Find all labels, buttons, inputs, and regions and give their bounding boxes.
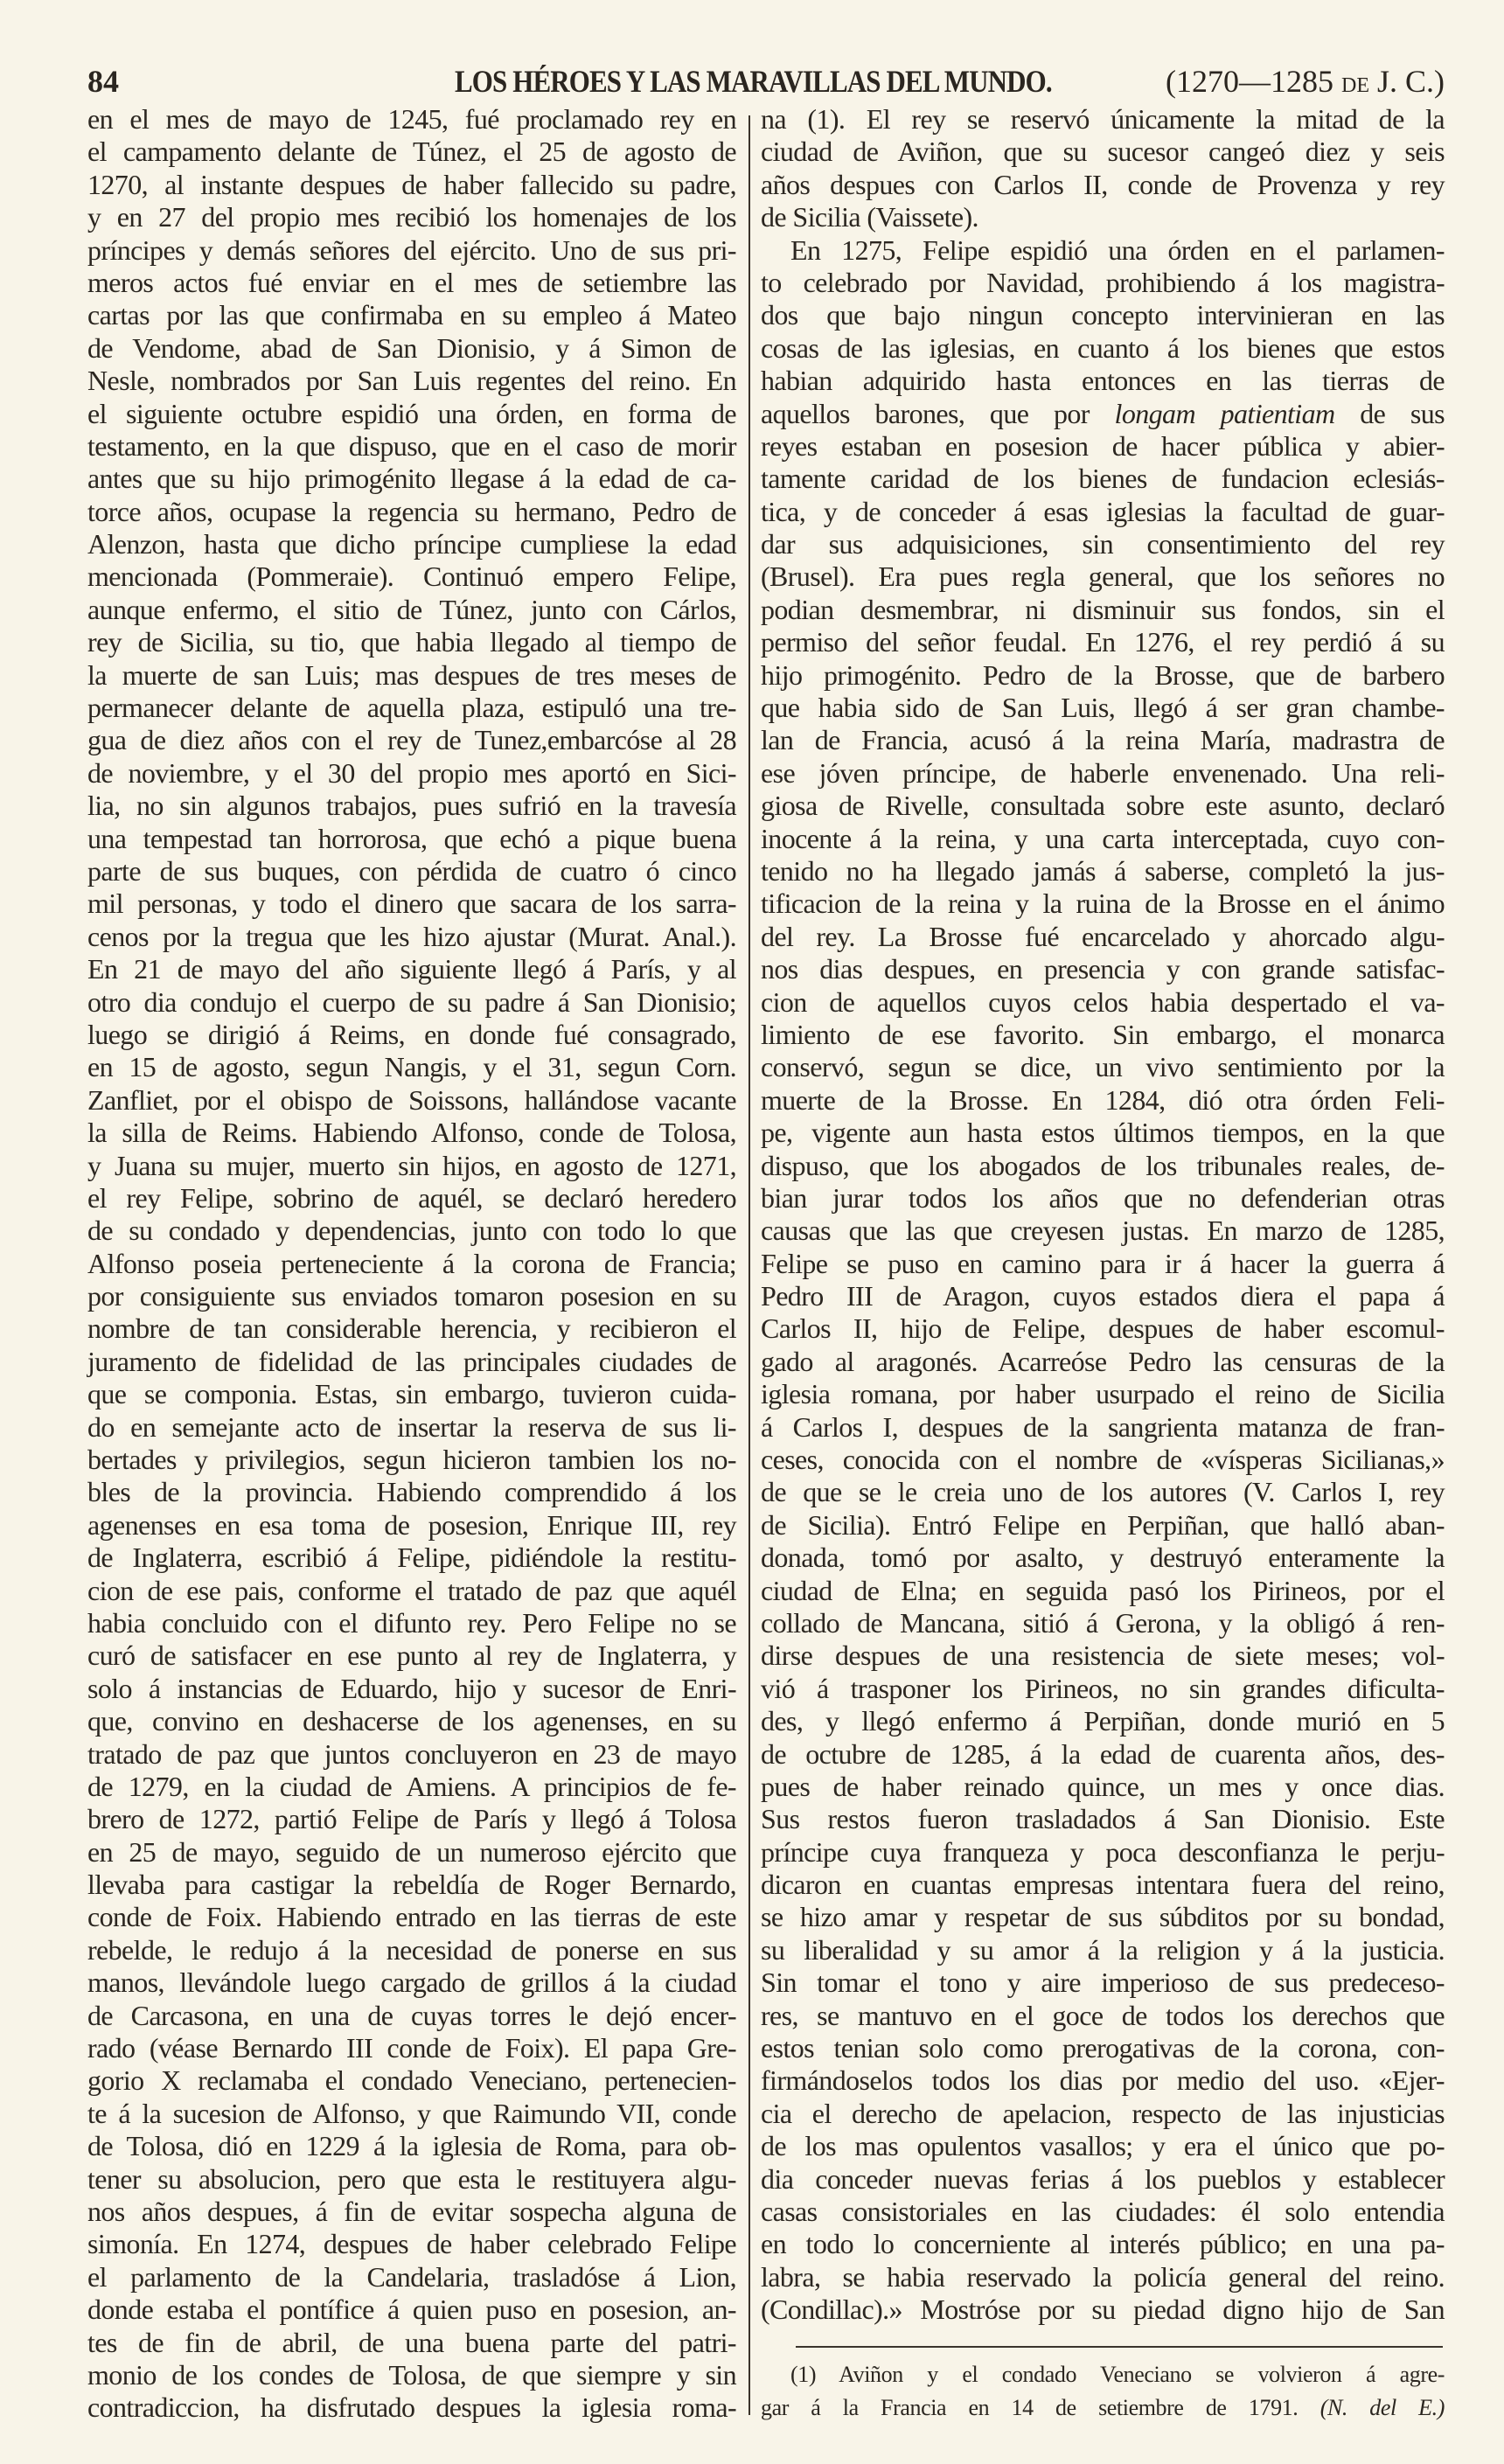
text-line: pues de haber reinado quince, un mes y once dias. [761, 1770, 1445, 1802]
text-line: tes de fin de abril, de una buena parte del patri- [87, 2326, 736, 2358]
text-line: dispuso, que los abogados de los tribunales reales, de- [761, 1149, 1445, 1181]
text-line: el parlamento de la Candelaria, trasladóse á Lion, [87, 2260, 736, 2293]
text-line: bian jurar todos los años que no defenderian otras [761, 1181, 1445, 1214]
text-line: la muerte de san Luis; mas despues de tres meses de [87, 658, 736, 691]
text-line: conservó, segun se dice, un vivo sentimiento por la [761, 1051, 1445, 1083]
text-line: nos años despues, á fin de evitar sospecha alguna de [87, 2196, 736, 2227]
latin-phrase: longam patientiam [1114, 397, 1335, 429]
text-line: á Carlos I, despues de la sangrienta matanza de fran- [761, 1410, 1445, 1443]
text-line: que habia sido de San Luis, llegó á ser gran chambe- [761, 692, 1445, 724]
text-line: estos tenian solo como prerogativas de la corona, con- [761, 2032, 1445, 2064]
text-line: iglesia romana, por haber usurpado el reino de Sicilia [761, 1378, 1445, 1410]
text-line: de los mas opulentos vasallos; y era el único que po- [761, 2130, 1445, 2162]
text-line: de 1279, en la ciudad de Amiens. A principios de fe- [87, 1770, 736, 1802]
text-line: donde estaba el pontífice á quien puso en posesion, an- [87, 2293, 736, 2326]
text-line: donada, tomó por asalto, y destruyó enteramente la [761, 1542, 1445, 1574]
text-line: des, y llegó enfermo á Perpiñan, donde murió en 5 [761, 1705, 1445, 1737]
text-line: (Condillac).» Mostróse por su piedad digno hijo de San [761, 2293, 1445, 2326]
text-line: el rey Felipe, sobrino de aquél, se declaró heredero [87, 1181, 736, 1214]
text-line [761, 398, 1445, 430]
text-line: gorio X reclamaba el condado Veneciano, pertenecien- [87, 2064, 736, 2097]
text-line: tener su absolucion, pero que esta le restituyera algu- [87, 2162, 736, 2195]
footnote-line [761, 2395, 1445, 2427]
text-line: manos, llevándole luego cargado de grillos á la ciudad [87, 1966, 736, 1999]
footnote-rule [796, 2346, 1443, 2348]
text-line: Alenzon, hasta que dicho príncipe cumpliese la edad [87, 528, 736, 560]
text-line: limiento de ese favorito. Sin embargo, el monarca [761, 1018, 1445, 1050]
text-line: tificacion de la reina y la ruina de la Brosse en el ánimo [761, 887, 1445, 920]
right-column [761, 103, 1445, 2327]
text-line: antes que su hijo primogénito llegase á la edad de ca- [87, 463, 736, 495]
text-line: en 15 de agosto, segun Nangis, y el 31, segun Corn. [87, 1051, 736, 1083]
text-line: pe, vigente aun hasta estos últimos tiempos, en la que [761, 1117, 1445, 1149]
text-segment: aquellos barones, que por [761, 397, 1115, 429]
left-column [87, 103, 736, 2425]
text-line: brero de 1272, partió Felipe de París y llegó á Tolosa [87, 1803, 736, 1835]
text-line: curó de satisfacer en ese punto al rey de Inglaterra, y [87, 1639, 736, 1672]
text-line: en todo lo concerniente al interés público; en una pa- [761, 2228, 1445, 2260]
text-line: de Sicilia). Entró Felipe en Perpiñan, que halló aban- [761, 1508, 1445, 1541]
text-line: de Inglaterra, escribió á Felipe, pidiéndole la restitu- [87, 1542, 736, 1574]
text-line: cion de aquellos cuyos celos habia despertado el va- [761, 985, 1445, 1018]
text-line: agenenses en esa toma de posesion, Enrique III, rey [87, 1508, 736, 1541]
text-line: tamente caridad de los bienes de fundacion eclesiás- [761, 463, 1445, 495]
text-line: ese jóven príncipe, de haberle envenenado. Una reli- [761, 756, 1445, 789]
text-line: bles de la provincia. Habiendo comprendido á los [87, 1476, 736, 1508]
text-line: do en semejante acto de insertar la reserva de sus li- [87, 1410, 736, 1443]
text-line: permanecer delante de aquella plaza, estipuló una tre- [87, 692, 736, 724]
date-range-start: (1270—1285 [1165, 64, 1341, 99]
text-line: de su condado y dependencias, junto con todo lo que [87, 1215, 736, 1247]
text-line: muerte de la Brosse. En 1284, dió otra órden Feli- [761, 1083, 1445, 1116]
text-line: por consiguiente sus enviados tomaron posesion en su [87, 1280, 736, 1312]
text-line: Pedro III de Aragon, cuyos estados diera el papa á [761, 1280, 1445, 1312]
text-line: de Vendome, abad de San Dionisio, y á Simon de [87, 331, 736, 364]
text-line: del rey. La Brosse fué encarcelado y ahorcado algu- [761, 920, 1445, 952]
text-line: Alfonso poseia perteneciente á la corona de Francia; [87, 1247, 736, 1279]
text-line: de que se le creia uno de los autores (V. Carlos I, rey [761, 1476, 1445, 1508]
text-line: príncipe cuya franqueza y poca desconfianza le perju- [761, 1835, 1445, 1868]
running-title: LOS HÉROES Y LAS MARAVILLAS DEL MUNDO. [455, 64, 1052, 99]
text-line: se hizo amar y respetar de sus súbditos por su bondad, [761, 1901, 1445, 1933]
text-line: habian adquirido hasta entonces en las tierras de [761, 365, 1445, 397]
text-line: meros actos fué enviar en el mes de setiembre las [87, 266, 736, 298]
column-divider [749, 115, 750, 2415]
footnote [761, 2362, 1445, 2427]
date-range-end: J. C.) [1368, 64, 1445, 99]
text-line: de noviembre, y el 30 del propio mes aportó en Sici- [87, 756, 736, 789]
text-line: nombre de tan considerable herencia, y recibieron el [87, 1312, 736, 1345]
text-line: y en 27 del propio mes recibió los homenajes de los [87, 201, 736, 233]
text-line: monio de los condes de Tolosa, de que siempre y sin [87, 2358, 736, 2391]
text-line: dicaron en cuantas empresas intentara fuera del reino, [761, 1869, 1445, 1901]
text-line: cia el derecho de apelacion, respecto de las injusticias [761, 2097, 1445, 2129]
text-line: y Juana su mujer, muerto sin hijos, en agosto de 1271, [87, 1149, 736, 1181]
footnote-line: (1) Aviñon y el condado Veneciano se volvieron á agre- [790, 2362, 1445, 2388]
date-range [1166, 63, 1445, 100]
text-line: reyes estaban en posesion de hacer pública y abier- [761, 429, 1445, 462]
text-line: tratado de paz que juntos concluyeron en 23 de mayo [87, 1737, 736, 1770]
text-line: contradiccion, ha disfrutado despues la iglesia roma- [87, 2391, 736, 2424]
text-line: dos que bajo ningun concepto intervinieran en las [761, 299, 1445, 331]
text-line: causas que las que creyesen justas. En marzo de 1285, [761, 1215, 1445, 1247]
text-line: su liberalidad y su amor á la religion y á la justicia. [761, 1933, 1445, 1966]
text-line: llevaba para castigar la rebeldía de Roger Bernardo, [87, 1869, 736, 1901]
text-line: En 21 de mayo del año siguiente llegó á París, y al [87, 953, 736, 985]
text-line: hijo primogénito. Pedro de la Brosse, que de barbero [761, 658, 1445, 691]
text-line: vió á trasponer los Pirineos, no sin grandes dificulta- [761, 1672, 1445, 1704]
text-line: (Brusel). Era pues regla general, que los señores no [761, 560, 1445, 593]
text-line: rado (véase Bernardo III conde de Foix). El papa Gre- [87, 2032, 736, 2064]
text-line: tica, y de conceder á esas iglesias la facultad de guar- [761, 495, 1445, 527]
text-line: que se componia. Estas, sin embargo, tuvieron cuida- [87, 1378, 736, 1410]
text-line: dar sus adquisiciones, sin consentimiento del rey [761, 528, 1445, 560]
text-line: Zanfliet, por el obispo de Soissons, hallándose vacante [87, 1083, 736, 1116]
text-line: torce años, ocupase la regencia su hermano, Pedro de [87, 495, 736, 527]
text-line: inocente á la reina, y una carta interceptada, cuyo con- [761, 822, 1445, 854]
text-line: de octubre de 1285, á la edad de cuarenta años, des- [761, 1737, 1445, 1770]
date-range-de: DE [1340, 74, 1369, 97]
text-line: ceses, conocida con el nombre de «vísperas Sicilianas,» [761, 1444, 1445, 1476]
text-line: en 25 de mayo, seguido de un numeroso ejército que [87, 1835, 736, 1868]
text-line: cartas por las que confirmaba en su empleo á Mateo [87, 299, 736, 331]
text-line: parte de sus buques, con pérdida de cuatro ó cinco [87, 854, 736, 887]
text-segment: de sus [1334, 397, 1445, 429]
text-line: firmándoselos todos los dias por medio del uso. «Ejer- [761, 2064, 1445, 2097]
footnote-text: gar á la Francia en 14 de setiembre de 1791. [761, 2394, 1320, 2420]
text-line: podian desmembrar, ni disminuir sus fondos, sin el [761, 593, 1445, 625]
text-line: cenos por la tregua que les hizo ajustar (Murat. Anal.). [87, 920, 736, 952]
text-line: gado al aragonés. Acarreóse Pedro las censuras de la [761, 1345, 1445, 1377]
text-line: cion de ese pais, conforme el tratado de paz que aquél [87, 1574, 736, 1606]
text-line: dirse despues de una resistencia de siete meses; vol- [761, 1639, 1445, 1672]
text-line: de Sicilia (Vaissete). [761, 201, 978, 233]
text-line: collado de Mancana, sitió á Gerona, y la obligó á ren- [761, 1606, 1445, 1639]
page-number: 84 [87, 64, 119, 99]
text-line: Carlos II, hijo de Felipe, despues de haber escomul- [761, 1312, 1445, 1345]
text-line: res, se mantuvo en el goce de todos los derechos que [761, 1999, 1445, 2031]
text-line: simonía. En 1274, despues de haber celebrado Felipe [87, 2228, 736, 2260]
text-line: luego se dirigió á Reims, en donde fué consagrado, [87, 1018, 736, 1050]
text-line: bertades y privilegios, segun hicieron tambien los no- [87, 1444, 736, 1476]
text-line: rey de Sicilia, su tio, que habia llegado al tiempo de [87, 626, 736, 658]
text-line: te á la sucesion de Alfonso, y que Raimundo VII, conde [87, 2097, 736, 2129]
text-line: testamento, en la que dispuso, que en el caso de morir [87, 429, 736, 462]
text-line: que, convino en deshacerse de los agenenses, en su [87, 1705, 736, 1737]
text-line: lia, no sin algunos trabajos, pues sufrió en la travesía [87, 790, 736, 822]
text-line: to celebrado por Navidad, prohibiendo á los magistra- [761, 266, 1445, 298]
text-line: na (1). El rey se reservó únicamente la mitad de la [761, 103, 1445, 135]
text-line: giosa de Rivelle, consultada sobre este asunto, declaró [761, 790, 1445, 822]
text-line: solo á instancias de Eduardo, hijo y sucesor de Enri- [87, 1672, 736, 1704]
text-line: de Carcasona, en una de cuyas torres le dejó encer- [87, 1999, 736, 2031]
text-line: En 1275, Felipe espidió una órden en el parlamen- [790, 233, 1445, 266]
text-line: nos dias despues, en presencia y con grande satisfac- [761, 953, 1445, 985]
text-line: Sus restos fueron trasladados á San Dionisio. Este [761, 1803, 1445, 1835]
text-line: permiso del señor feudal. En 1276, el rey perdió á su [761, 626, 1445, 658]
text-line: conde de Foix. Habiendo entrado en las tierras de este [87, 1901, 736, 1933]
text-line: otro dia condujo el cuerpo de su padre á San Dionisio; [87, 985, 736, 1018]
text-line: de Tolosa, dió en 1229 á la iglesia de Roma, para ob- [87, 2130, 736, 2162]
text-line: 1270, al instante despues de haber fallecido su padre, [87, 168, 736, 200]
text-line: el siguiente octubre espidió una órden, en forma de [87, 397, 736, 429]
text-line: en el mes de mayo de 1245, fué proclamado rey en [87, 103, 736, 135]
text-line: cosas de las iglesias, en cuanto á los bienes que estos [761, 331, 1445, 364]
running-header [87, 63, 1445, 107]
text-line: la silla de Reims. Habiendo Alfonso, conde de Tolosa, [87, 1117, 736, 1149]
text-line: príncipes y demás señores del ejército. Uno de sus pri- [87, 233, 736, 266]
text-line: Nesle, nombrados por San Luis regentes del reino. En [87, 365, 736, 397]
text-line: rebelde, le redujo á la necesidad de ponerse en sus [87, 1933, 736, 1966]
text-line: ciudad de Aviñon, que su sucesor cangeó diez y seis [761, 136, 1445, 168]
text-line: mencionada (Pommeraie). Continuó empero Felipe, [87, 560, 736, 593]
text-line: labra, se habia reservado la policía general del reino. [761, 2260, 1445, 2293]
text-line: mil personas, y todo el dinero que sacara de los sarra- [87, 887, 736, 920]
footnote-editor-note: (N. del E.) [1319, 2394, 1445, 2420]
text-line: Felipe se puso en camino para ir á hacer la guerra á [761, 1247, 1445, 1279]
text-line: aunque enfermo, el sitio de Túnez, junto con Cárlos, [87, 593, 736, 625]
text-line: gua de diez años con el rey de Tunez,embarcóse al 28 [87, 724, 736, 756]
text-line: una tempestad tan horrorosa, que echó a pique buena [87, 822, 736, 854]
text-line: tenido no ha llegado jamás á saberse, completó la jus- [761, 854, 1445, 887]
text-line: dia conceder nuevas ferias á los pueblos y establecer [761, 2162, 1445, 2195]
text-line: el campamento delante de Túnez, el 25 de agosto de [87, 136, 736, 168]
text-line: ciudad de Elna; en seguida pasó los Pirineos, por el [761, 1574, 1445, 1606]
text-line: años despues con Carlos II, conde de Provenza y rey [761, 168, 1445, 200]
text-line: casas consistoriales en las ciudades: él solo entendia [761, 2196, 1445, 2227]
text-line: habia concluido con el difunto rey. Pero Felipe no se [87, 1606, 736, 1639]
text-line: Sin tomar el tono y aire imperioso de sus predeceso- [761, 1966, 1445, 1999]
text-line: juramento de fidelidad de las principales ciudades de [87, 1345, 736, 1377]
text-line: lan de Francia, acusó á la reina María, madrastra de [761, 724, 1445, 756]
